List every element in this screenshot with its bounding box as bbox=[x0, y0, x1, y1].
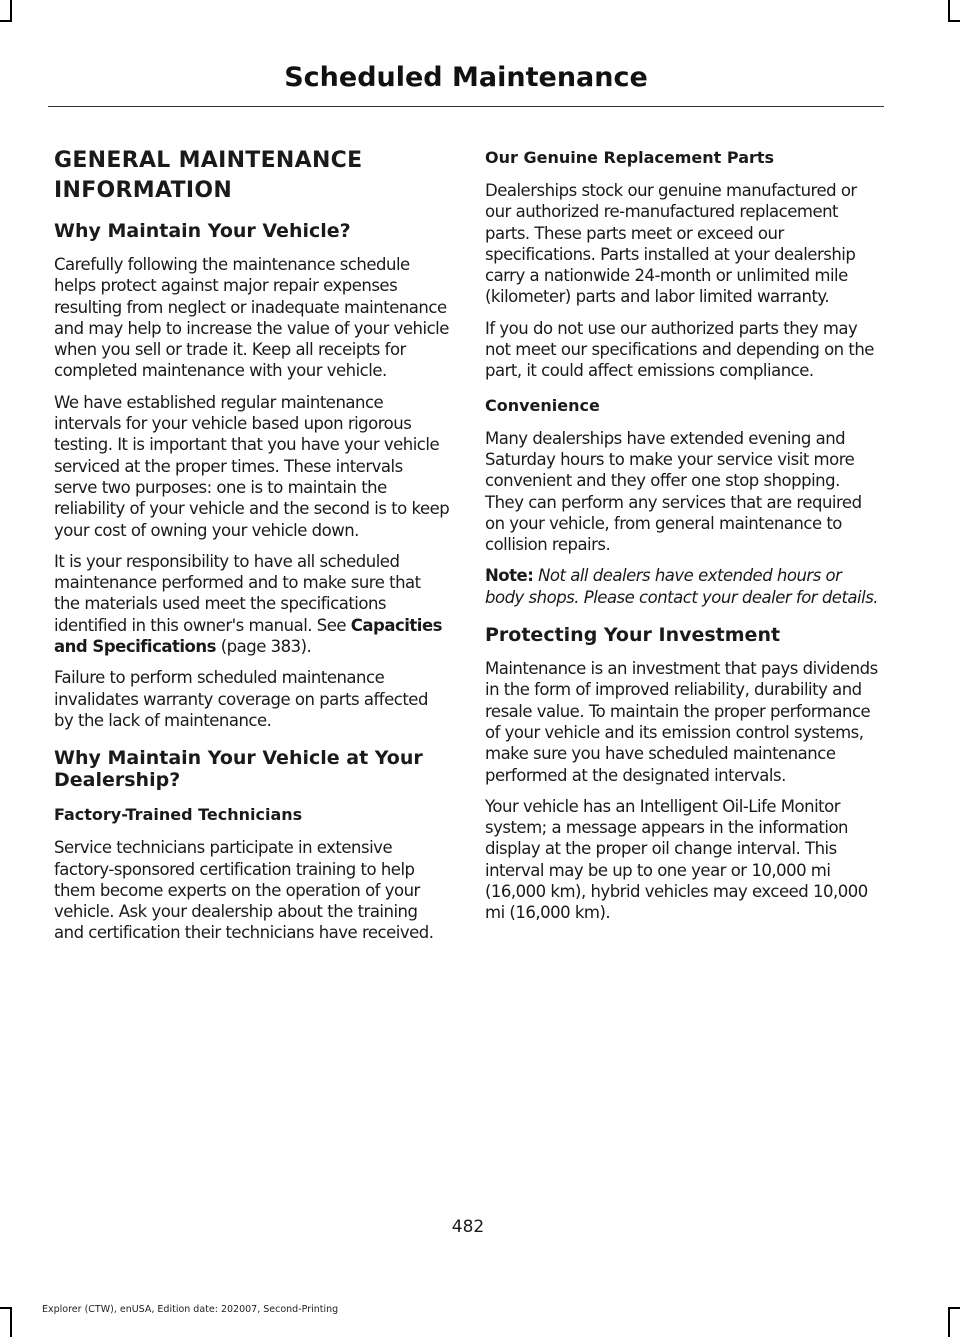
paragraph: Your vehicle has an Intelligent Oil-Life Monitor system; a message appears in the information display at the proper oil change interval. This interval may be up to one year or 10,000 mi (16,000 km), hybrid vehicles may exceed 10,000 mi (16,000 km). bbox=[485, 796, 868, 923]
section-title-general-maintenance: GENERAL MAINTENANCE INFORMATION bbox=[54, 148, 363, 203]
paragraph: We have established regular maintenance intervals for your vehicle based upon rigorous testing. It is important that you have your vehicle serviced at the proper times. These intervals serve two purposes: one is to maintain the reliability of your vehicle and the second is to keep your cost of owning your vehicle down. bbox=[54, 392, 450, 540]
right-column bbox=[485, 146, 881, 934]
edition-footer: Explorer (CTW), enUSA, Edition date: 202007, Second-Printing bbox=[42, 1304, 339, 1315]
crop-mark bbox=[10, 1307, 12, 1337]
heading-why-dealership: Why Maintain Your Vehicle at Your Dealership? bbox=[54, 747, 423, 792]
heading-factory-trained: Factory-Trained Technicians bbox=[54, 805, 303, 825]
crop-mark bbox=[948, 20, 960, 22]
crop-mark bbox=[0, 1307, 12, 1309]
paragraph: Carefully following the maintenance schedule helps protect against major repair expenses resulting from neglect or inadequate maintenance and may help to increase the value of your vehicle when you sell or trade it. Keep all receipts for completed maintenance with your vehicle. bbox=[54, 255, 449, 381]
paragraph: Service technicians participate in extensive factory-sponsored certification training to help them become experts on the operation of your vehicle. Ask your dealership about the training and certification their technicians have received. bbox=[54, 838, 434, 943]
heading-protecting-investment: Protecting Your Investment bbox=[485, 624, 781, 647]
note bbox=[485, 565, 881, 608]
page-number: 482 bbox=[451, 1217, 485, 1237]
paragraph: Many dealerships have extended evening and Saturday hours to make your service visit more convenient and they offer one stop shopping. They can perform any services that are required on your vehicle, from general maintenance to collision repairs. bbox=[485, 428, 862, 555]
crop-mark bbox=[948, 0, 950, 22]
heading-why-maintain: Why Maintain Your Vehicle? bbox=[54, 220, 351, 242]
note-label: Note: bbox=[485, 566, 534, 586]
paragraph: Dealerships stock our genuine manufactured or our authorized re-manufactured replacement parts. These parts meet or exceed our specifications. Parts installed at your dealership carry a nationwide 24-month or unlimited mile (kilometer) parts and labor limited warranty. bbox=[485, 181, 857, 307]
capacities-link[interactable]: Capacities and Specifications bbox=[54, 615, 442, 657]
heading-genuine-parts: Our Genuine Replacement Parts bbox=[485, 148, 775, 167]
crop-mark bbox=[948, 1307, 960, 1309]
paragraph: Failure to perform scheduled maintenance invalidates warranty coverage on parts affected by the lack of maintenance. bbox=[54, 668, 428, 730]
crop-mark bbox=[948, 1307, 950, 1337]
left-column bbox=[54, 146, 450, 954]
note-text: Not all dealers have extended hours or body shops. Please contact your dealer for details. bbox=[485, 566, 879, 607]
page-reference: (page 383). bbox=[215, 637, 312, 657]
paragraph-text: It is your responsibility to have all scheduled maintenance performed and to make sure that the materials used meet the specifications identified in this owner's manual. See bbox=[54, 551, 421, 635]
crop-mark bbox=[10, 0, 12, 22]
paragraph: Maintenance is an investment that pays dividends in the form of improved reliability, durability and resale value. To maintain the proper performance of your vehicle and its emission control systems, make sure you have scheduled maintenance performed at the designated intervals. bbox=[485, 659, 878, 785]
crop-mark bbox=[0, 20, 12, 22]
paragraph: If you do not use our authorized parts they may not meet our specifications and depending on the part, it could affect emissions compliance. bbox=[485, 318, 874, 381]
header-rule bbox=[48, 106, 884, 107]
page-header-title: Scheduled Maintenance bbox=[284, 62, 648, 93]
paragraph-capacities-reference bbox=[54, 551, 450, 657]
heading-convenience: Convenience bbox=[485, 395, 600, 415]
